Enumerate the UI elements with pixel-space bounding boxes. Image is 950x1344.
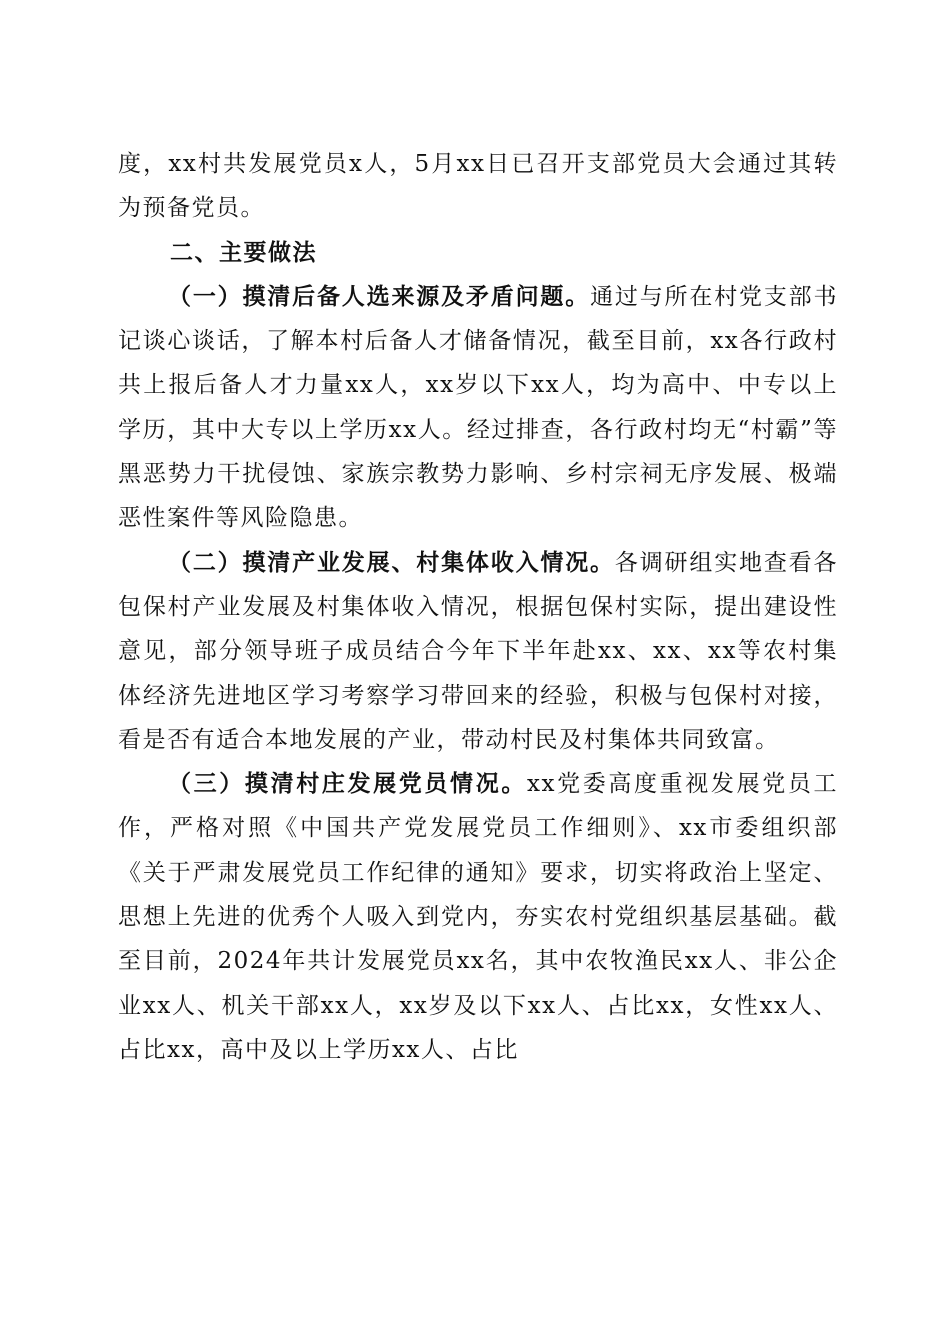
subheading-reserve-candidates: （一）摸清后备人选来源及矛盾问题。	[168, 282, 591, 310]
paragraph-body-reserve-candidates: 通过与所在村党支部书记谈心谈话，了解本村后备人才储备情况，截至目前，xx各行政村共上报后备人才力量xx人，xx岁以下xx人，均为高中、中专以上学历，其中大专以上学历xx人。经过排查，各行政村均无“村霸”等黑恶势力干扰侵蚀、家族宗教势力影响、乡村宗祠无序发展、极端恶性案件等风险隐患。	[118, 283, 839, 532]
document-page	[118, 142, 838, 1072]
paragraph-party-members	[118, 762, 838, 1072]
paragraph-body-industry-income: 各调研组实地查看各包保村产业发展及村集体收入情况，根据包保村实际，提出建设性意见，部分领导班子成员结合今年下半年赴xx、xx、xx等农村集体经济先进地区学习考察学习带回来的经验，积极与包保村对接，看是否有适合本地发展的产业，带动村民及村集体共同致富。	[118, 549, 839, 753]
paragraph-reserve-candidates	[118, 275, 838, 541]
paragraph-continuation: 度，xx村共发展党员x人，5月xx日已召开支部党员大会通过其转为预备党员。	[118, 151, 838, 222]
paragraph-industry-income	[118, 541, 838, 762]
paragraph-body-party-members: xx党委高度重视发展党员工作，严格对照《中国共产党发展党员工作细则》、xx市委组织部《关于严肃发展党员工作纪律的通知》要求，切实将政治上坚定、思想上先进的优秀个人吸入到党内，夯实农村党组织基层基础。截至目前，2024年共计发展党员xx名，其中农牧渔民xx人、非公企业xx人、机关干部xx人，xx岁及以下xx人、占比xx，女性xx人、占比xx，高中及以上学历xx人、占比	[118, 771, 839, 1063]
section-heading-main-practices: 二、主要做法	[170, 239, 317, 266]
subheading-party-members: （三）摸清村庄发展党员情况。	[168, 770, 527, 798]
subheading-industry-income: （二）摸清产业发展、村集体收入情况。	[168, 548, 615, 576]
